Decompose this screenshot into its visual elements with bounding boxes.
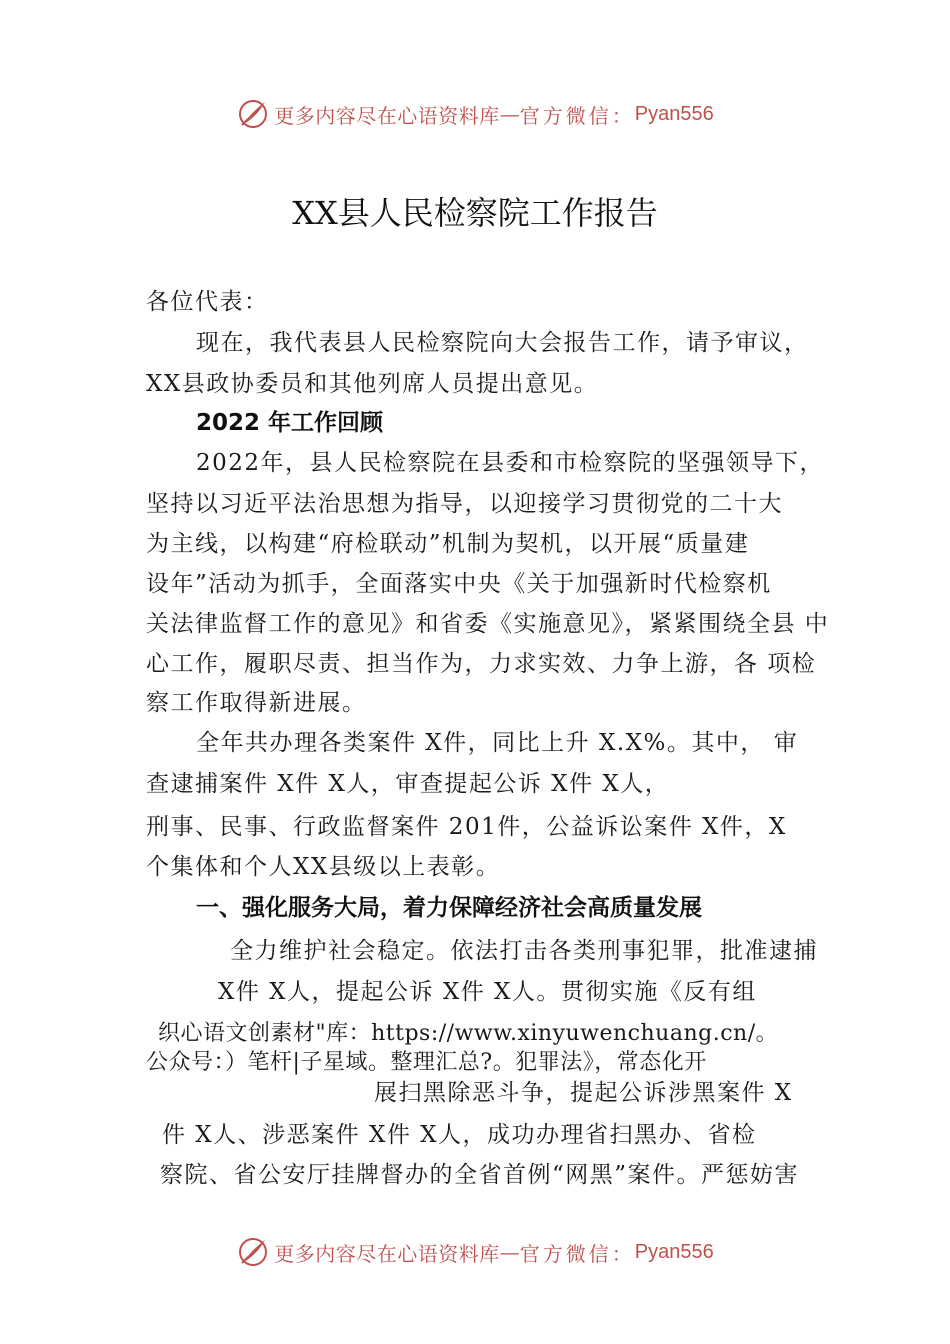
- section-one-line-7: 察院、省公安厅挂牌督办的全省首例“网黑”案件。严惩妨害: [160, 1162, 800, 1188]
- stats-line-3: 刑事、民事、行政监督案件 201件，公益诉讼案件 X件，X: [146, 814, 787, 840]
- stats-line-4: 个集体和个人XX县级以上表彰。: [146, 854, 501, 880]
- feather-pen-logo-icon: [236, 1235, 270, 1269]
- document-title: XX县人民检察院工作报告: [292, 194, 658, 232]
- section-review-heading: 2022 年工作回顾: [196, 410, 384, 436]
- watermark-wechat-label: 官方微信：: [519, 103, 635, 128]
- section-one-line-3: 织心语文创素材"库：https://www.xinyuwenchuang.cn/。: [158, 1021, 779, 1046]
- watermark-wechat-id: Pyan556: [634, 102, 714, 125]
- watermark-wechat-id: Pyan556: [634, 1240, 714, 1263]
- section-one-line-1: 全力维护社会稳定。依法打击各类刑事犯罪，批准逮捕: [230, 938, 818, 964]
- review-line-1: 2022年，县人民检察院在县委和市检察院的坚强领导下，: [196, 450, 825, 476]
- review-line-3: 为主线，以构建“府检联动”机制为契机，以开展“质量建: [146, 531, 750, 557]
- stats-line-2: 查逮捕案件 X件 X人，审查提起公诉 X件 X人，: [146, 771, 670, 797]
- section-one-line-2: X件 X人，提起公诉 X件 X人。贯彻实施《反有组: [218, 979, 757, 1005]
- stats-line-1: 全年共办理各类案件 X件，同比上升 X.X%。其中， 审: [196, 730, 799, 756]
- review-line-5: 关法律监督工作的意见》和省委《实施意见》，紧紧围绕全县 中: [146, 611, 830, 637]
- review-line-7: 察工作取得新进展。: [146, 690, 367, 716]
- watermark-banner-bottom: [0, 1232, 950, 1272]
- section-one-line-6: 件 X人、涉恶案件 X件 X人，成功办理省扫黑办、省检: [162, 1122, 757, 1148]
- watermark-site-text: 更多内容尽在心语资料库: [274, 1241, 500, 1266]
- greeting: 各位代表：: [146, 289, 269, 315]
- watermark-separator: —: [499, 1240, 520, 1264]
- section-one-line-4: 公众号：）笔杆|子星域。整理汇总?。犯罪法》，常态化开: [146, 1050, 707, 1075]
- review-line-4: 设年”活动为抓手，全面落实中央《关于加强新时代检察机: [146, 571, 772, 597]
- intro-line-1: 现在，我代表县人民检察院向大会报告工作，请予审议，: [196, 330, 809, 356]
- watermark-banner-top: [0, 94, 950, 134]
- section-one-line-5: 展扫黑除恶斗争，提起公诉涉黑案件 X: [374, 1080, 793, 1106]
- section-one-heading: 一、强化服务大局，着力保障经济社会高质量发展: [196, 895, 702, 921]
- watermark-site-text: 更多内容尽在心语资料库: [274, 103, 500, 128]
- feather-pen-logo-icon: [236, 97, 270, 131]
- review-line-2: 坚持以习近平法治思想为指导，以迎接学习贯彻党的二十大: [146, 491, 783, 517]
- watermark-wechat-label: 官方微信：: [519, 1241, 635, 1266]
- review-line-6: 心工作，履职尽责、担当作为，力求实效、力争上游，各 项检: [146, 651, 817, 677]
- intro-line-2: XX县政协委员和其他列席人员提出意见。: [146, 371, 599, 397]
- watermark-separator: —: [499, 102, 520, 126]
